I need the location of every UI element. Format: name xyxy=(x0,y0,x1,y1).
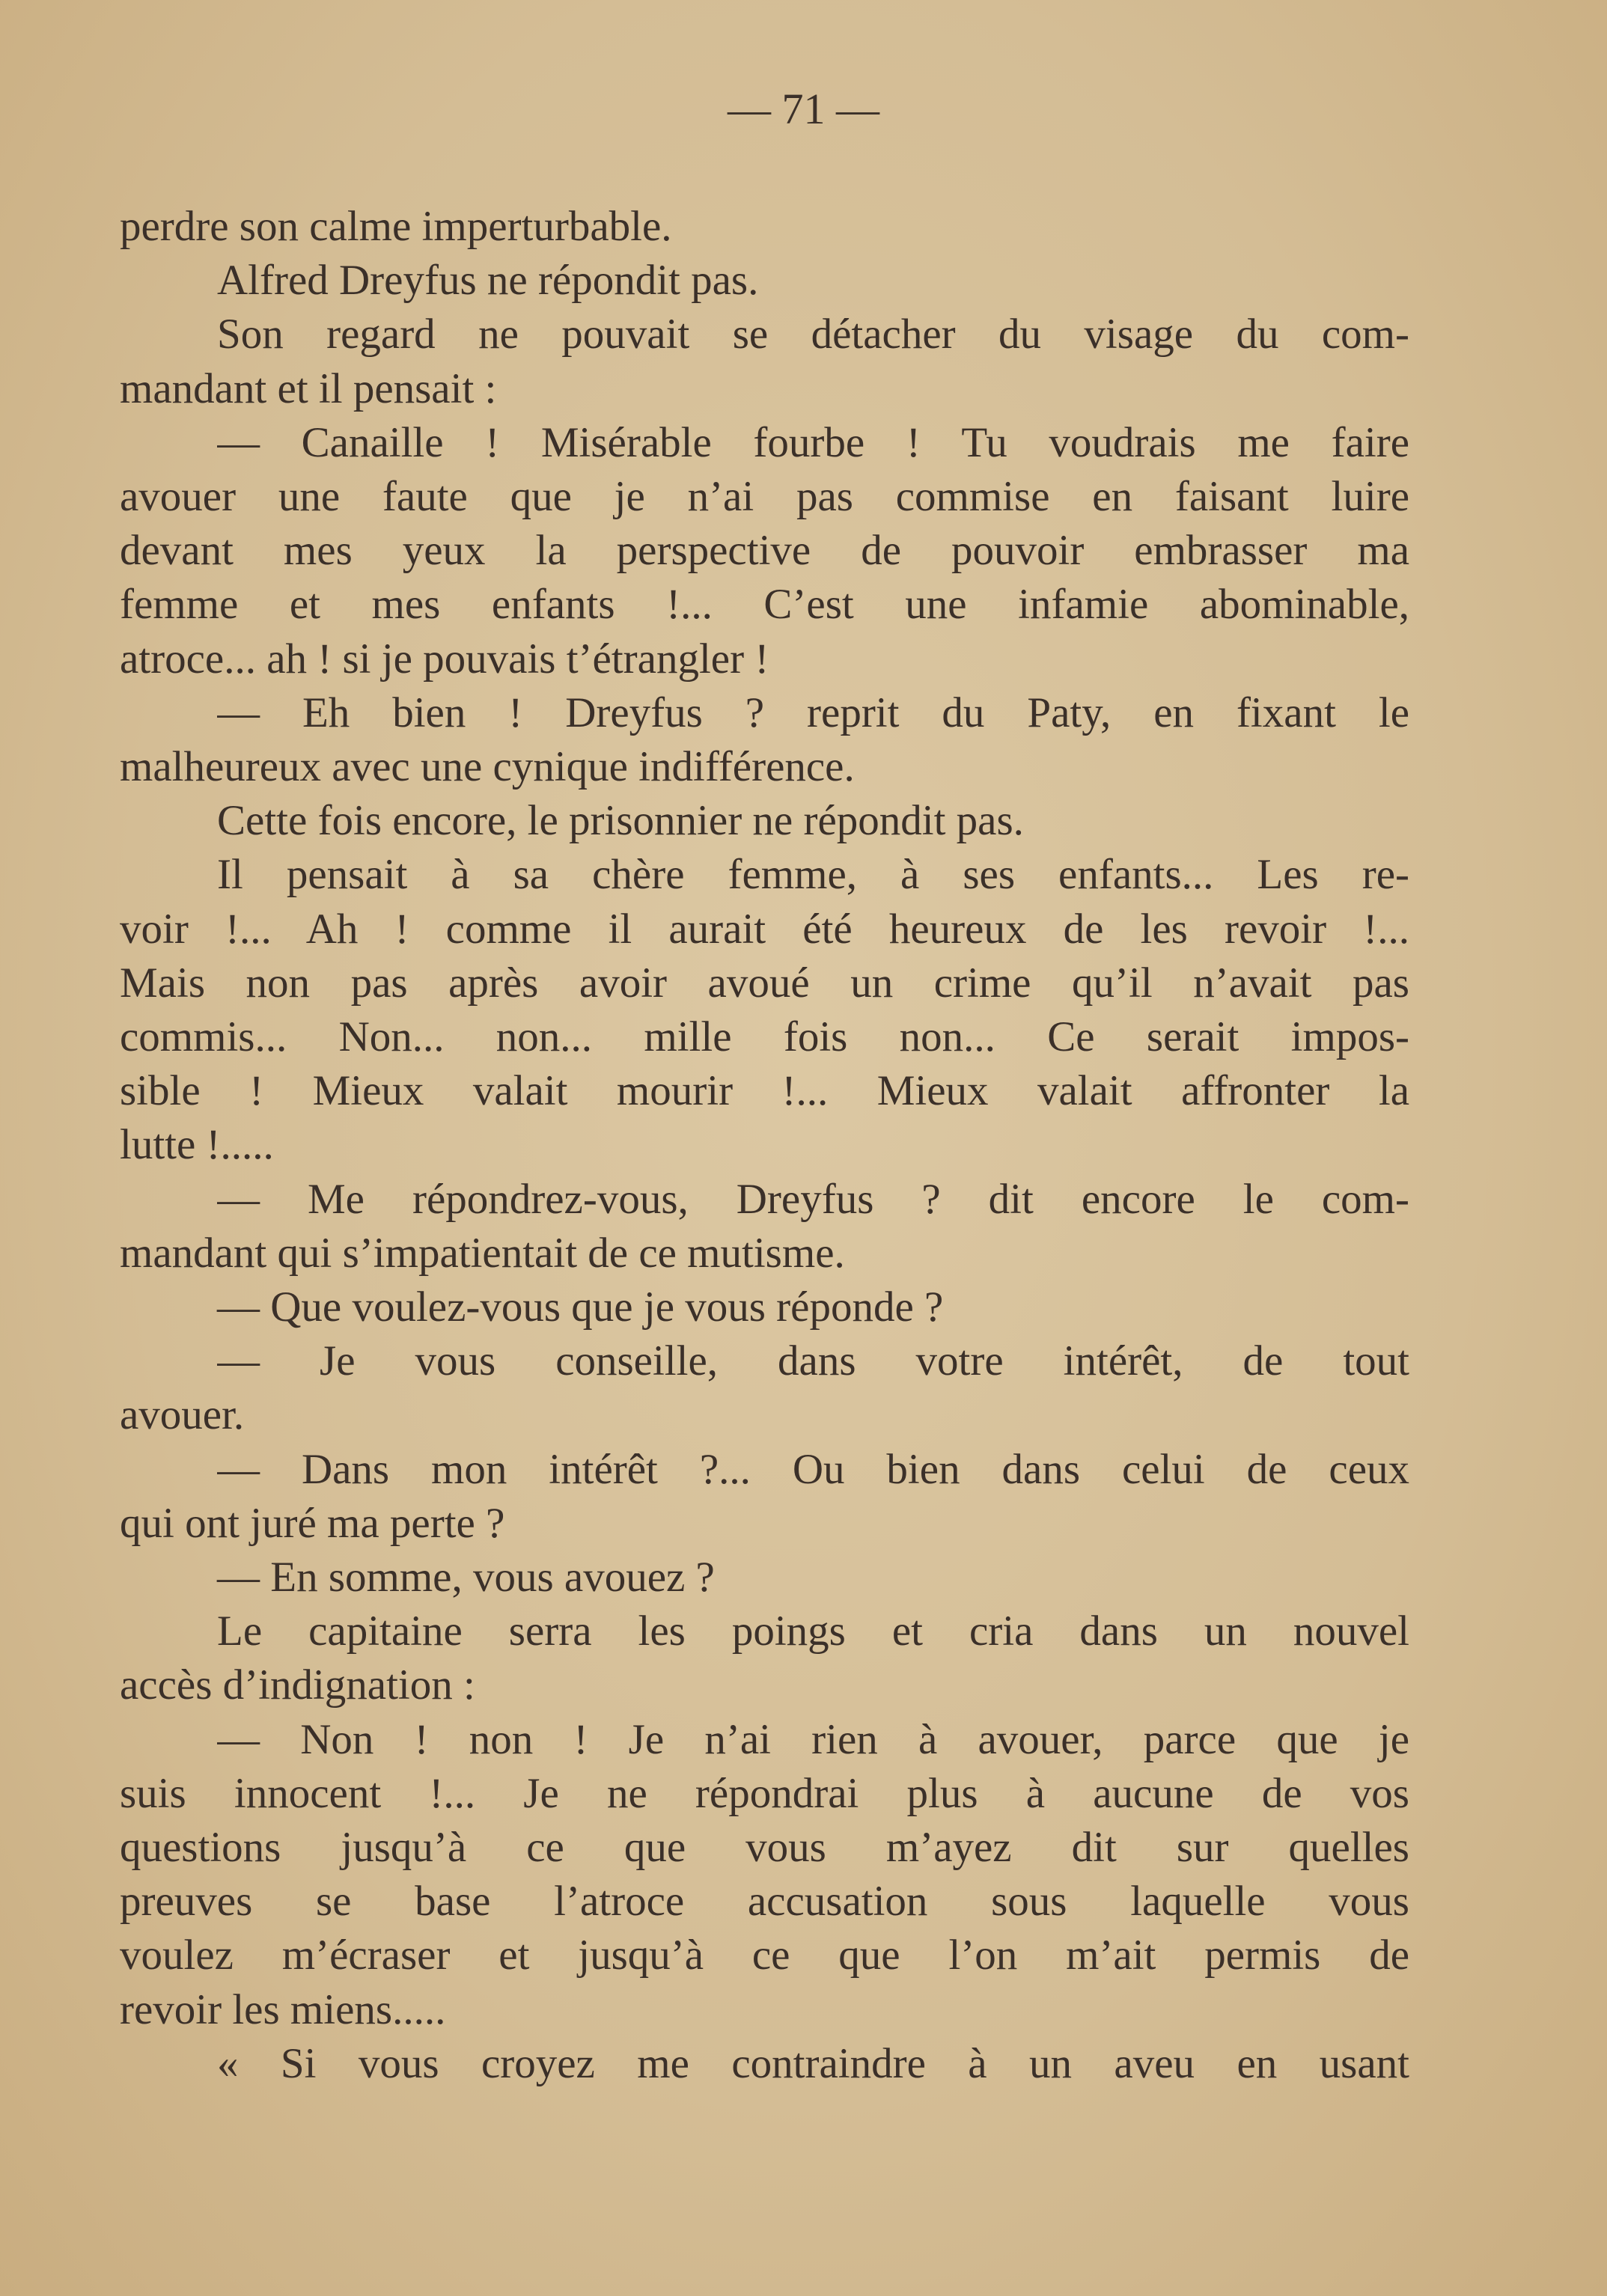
text-line: malheureux avec une cynique indifférence. xyxy=(120,743,855,790)
text-line: revoir les miens..... xyxy=(120,1985,446,2033)
text-line: femme et mes enfants !... C’est une infamie abominable, xyxy=(120,581,1409,629)
text-line: suis innocent !... Je ne répondrai plus à aucune de vos xyxy=(120,1769,1409,1817)
text-line: — Que voulez-vous que je vous réponde ? xyxy=(217,1283,944,1331)
text-line: voir !... Ah ! comme il aurait été heureux de les revoir !... xyxy=(120,905,1409,953)
text-line: sible ! Mieux valait mourir !... Mieux valait affronter la xyxy=(120,1067,1409,1115)
text-line: questions jusqu’à ce que vous m’ayez dit sur quelles xyxy=(120,1824,1409,1871)
text-line: devant mes yeux la perspective de pouvoir embrasser ma xyxy=(120,527,1409,575)
text-line: commis... Non... non... mille fois non... Ce serait impos- xyxy=(120,1013,1409,1060)
text-line: qui ont juré ma perte ? xyxy=(120,1499,505,1547)
text-line: Mais non pas après avoir avoué un crime qu’il n’avait pas xyxy=(120,959,1409,1007)
text-line: — Eh bien ! Dreyfus ? reprit du Paty, en fixant le xyxy=(217,689,1409,736)
text-line: mandant et il pensait : xyxy=(120,364,497,412)
text-line: avouer une faute que je n’ai pas commise en faisant luire xyxy=(120,473,1409,520)
text-line: perdre son calme imperturbable. xyxy=(120,203,672,250)
text-line: — En somme, vous avouez ? xyxy=(217,1554,715,1601)
text-line: — Canaille ! Misérable fourbe ! Tu voudrais me faire xyxy=(217,418,1409,466)
text-line: voulez m’écraser et jusqu’à ce que l’on m’ait permis de xyxy=(120,1932,1409,1979)
text-line: avouer. xyxy=(120,1391,245,1439)
text-line: Alfred Dreyfus ne répondit pas. xyxy=(217,257,759,305)
text-line: « Si vous croyez me contraindre à un aveu en usant xyxy=(217,2039,1409,2087)
text-line: — Me répondrez-vous, Dreyfus ? dit encore le com- xyxy=(217,1175,1409,1223)
text-line: Le capitaine serra les poings et cria dans un nouvel xyxy=(217,1607,1409,1655)
text-line: — Je vous conseille, dans votre intérêt, de tout xyxy=(217,1337,1409,1385)
text-line: Il pensait à sa chère femme, à ses enfants... Les re- xyxy=(217,851,1409,899)
text-line: mandant qui s’impatientait de ce mutisme. xyxy=(120,1229,845,1277)
text-line: Cette fois encore, le prisonnier ne répondit pas. xyxy=(217,797,1024,845)
text-line: preuves se base l’atroce accusation sous laquelle vous xyxy=(120,1878,1409,1926)
text-line: — Non ! non ! Je n’ai rien à avouer, parce que je xyxy=(217,1715,1409,1763)
text-line: Son regard ne pouvait se détacher du visage du com- xyxy=(217,311,1409,358)
text-line: lutte !..... xyxy=(120,1121,274,1169)
text-line: atroce... ah ! si je pouvais t’étrangler ! xyxy=(120,635,769,683)
text-line: accès d’indignation : xyxy=(120,1661,475,1709)
page-number: — 71 — xyxy=(728,85,879,133)
text-line: — Dans mon intérêt ?... Ou bien dans celui de ceux xyxy=(217,1445,1409,1493)
